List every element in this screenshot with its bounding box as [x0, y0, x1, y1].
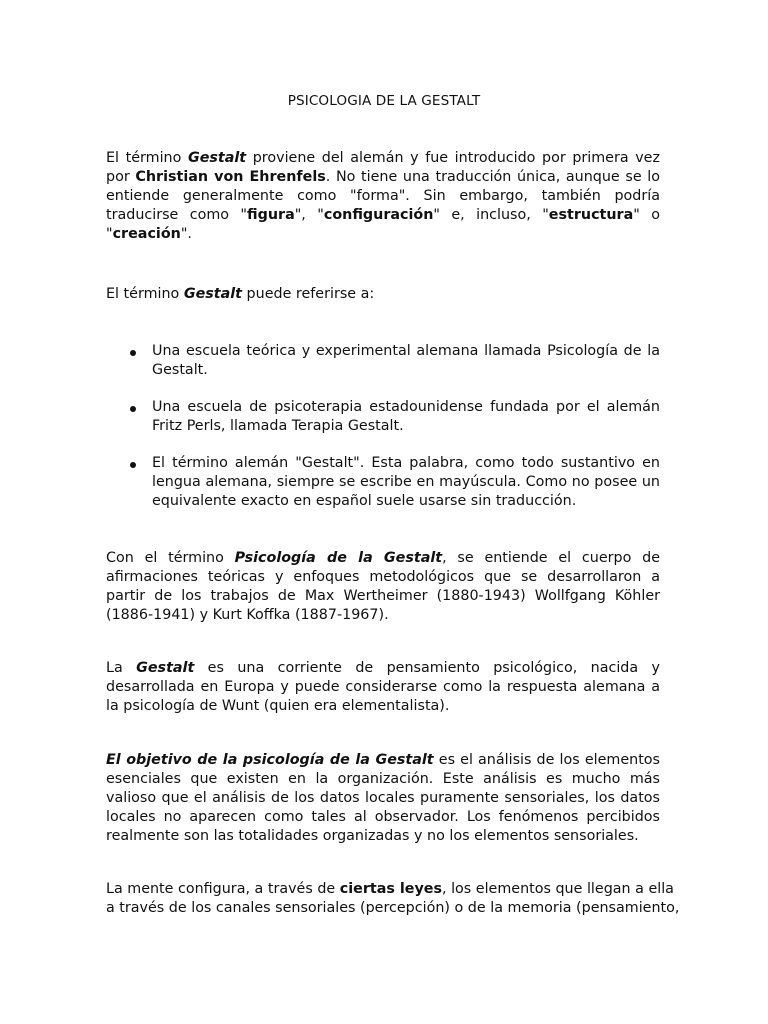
bullet-text: El término alemán "Gestalt". Esta palabra, como todo sustantivo en lengua alemana, siempre se escribe en mayúscula. Como no posee un equivalente exacto en español suele usarse sin traducción. — [152, 455, 660, 509]
paragraph-refers-to — [106, 285, 660, 304]
text-run: ". — [180, 226, 192, 242]
text-run-bold-italic: Gestalt — [183, 286, 243, 302]
text-run-bold-italic: Gestalt — [187, 150, 247, 166]
text-run: , los elementos que llegan a ella — [441, 881, 674, 897]
text-run-bold: configuración — [323, 207, 434, 223]
text-run-bold: estructura — [548, 207, 634, 223]
bullet-text: Una escuela de psicoterapia estadounidense fundada por el alemán Fritz Perls, llamada Terapia Gestalt. — [152, 399, 660, 434]
text-run: " o " — [106, 207, 660, 242]
bullet-item — [106, 454, 660, 511]
text-run: Con el término — [106, 550, 235, 566]
bullet-icon — [130, 350, 136, 356]
text-run: La mente configura, a través de — [106, 881, 340, 897]
bullet-item — [106, 398, 660, 436]
bullet-list — [106, 342, 660, 529]
bullet-icon — [130, 462, 136, 468]
paragraph-gestalt-current — [106, 659, 660, 716]
text-run: " e, incluso, " — [433, 207, 549, 223]
text-run: ", " — [294, 207, 324, 223]
text-run: puede referirse a: — [242, 286, 375, 302]
paragraph-mind-configures — [106, 880, 680, 918]
paragraph-objective — [106, 751, 660, 846]
text-line — [106, 880, 674, 899]
document-title: PSICOLOGIA DE LA GESTALT — [287, 93, 481, 109]
text-run: El término — [106, 286, 184, 302]
text-run-bold-italic: El objetivo de la psicología de la Gestalt — [106, 752, 434, 768]
text-line: a través de los canales sensoriales (percepción) o de la memoria (pensamiento, — [106, 900, 680, 916]
text-run-bold: creación — [112, 226, 181, 242]
text-run-bold: Christian von Ehrenfels — [135, 169, 326, 185]
bullet-item — [106, 342, 660, 380]
text-run-bold: ciertas leyes — [339, 881, 442, 897]
text-run: El término — [106, 150, 188, 166]
text-run: es el análisis de los elementos esenciales que existen en la organización. Este análisis es mucho más valioso que el análisis de los datos locales puramente sensoriales, los datos locales no aparecen como tales al observador. Los fenómenos percibidos realmente son las totalidades organizadas y no los elementos sensoriales. — [106, 752, 660, 844]
text-run-bold: figura — [247, 207, 295, 223]
text-run-bold-italic: Gestalt — [136, 660, 195, 676]
text-run-bold-italic: Psicología de la Gestalt — [234, 550, 443, 566]
text-run: . No tiene una traducción única, aunque se lo entiende generalmente como "forma". Sin embargo, también podría traducirse como " — [106, 169, 660, 223]
text-run: proviene del alemán y fue introducido por primera vez por — [106, 150, 660, 185]
paragraph-definition — [106, 149, 660, 244]
bullet-text: Una escuela teórica y experimental alemana llamada Psicología de la Gestalt. — [152, 343, 660, 378]
paragraph-psychology-term — [106, 549, 660, 625]
text-run: es una corriente de pensamiento psicológico, nacida y desarrollada en Europa y puede considerarse como la respuesta alemana a la psicología de Wunt (quien era elementalista). — [106, 660, 660, 714]
bullet-icon — [130, 406, 136, 412]
text-run: La — [106, 660, 137, 676]
text-run: , se entiende el cuerpo de afirmaciones teóricas y enfoques metodológicos que se desarrollaron a partir de los trabajos de Max Wertheimer (1880-1943) Wollfgang Köhler (1886-1941) y Kurt Koffka (1887-1967). — [106, 550, 660, 623]
